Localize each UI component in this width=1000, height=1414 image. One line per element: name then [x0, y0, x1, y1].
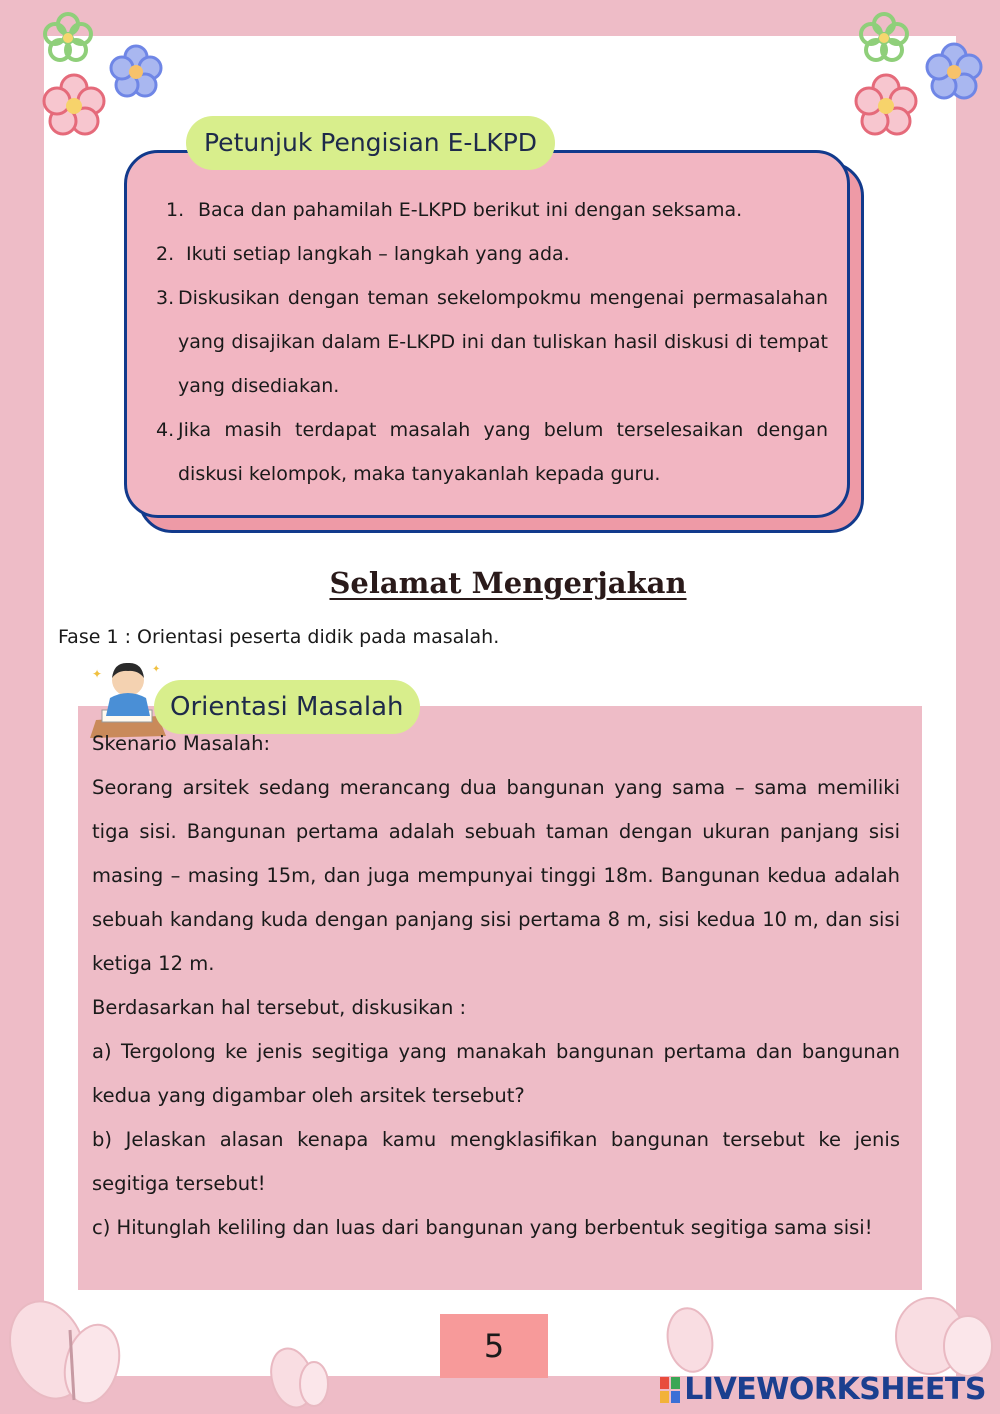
page-heading: Selamat Mengerjakan	[329, 566, 687, 600]
instruction-number: 2.	[156, 243, 175, 265]
flower-decoration-top-left	[18, 6, 168, 156]
instruction-number: 1.	[166, 199, 185, 221]
svg-text:✦: ✦	[92, 667, 103, 681]
butterfly-decoration-bottom-left	[0, 1290, 140, 1414]
instruction-item	[156, 188, 828, 232]
instruction-text: Diskusikan dengan teman sekelompokmu mengenai permasalahan yang disajikan dalam E-LKPD ini dan tuliskan hasil diskusi di tempat yang disediakan.	[178, 287, 828, 397]
instruction-text: Baca dan pahamilah E-LKPD berikut ini dengan seksama.	[198, 199, 743, 221]
svg-text:✦: ✦	[152, 664, 161, 675]
instruction-number: 4.	[156, 419, 175, 441]
liveworksheets-logo	[660, 1372, 986, 1407]
instruction-number: 3.	[156, 287, 175, 309]
liveworksheets-icon	[660, 1377, 680, 1403]
discussion-prompt: Berdasarkan hal tersebut, diskusikan :	[92, 996, 467, 1019]
instruction-text: Jika masih terdapat masalah yang belum terselesaikan dengan diskusi kelompok, maka tanyakanlah kepada guru.	[178, 419, 828, 485]
orientation-title: Orientasi Masalah	[154, 680, 420, 734]
question-c: c) Hitunglah keliling dan luas dari bangunan yang berbentuk segitiga sama sisi!	[92, 1216, 873, 1239]
instructions-list	[156, 188, 828, 496]
phase-label: Fase 1 : Orientasi peserta didik pada masalah.	[58, 626, 500, 648]
butterfly-decoration-bottom-right	[650, 1296, 1000, 1376]
scenario-label: Skenario Masalah:	[92, 732, 271, 755]
instruction-item	[156, 276, 828, 408]
instruction-item	[156, 232, 828, 276]
instruction-item	[156, 408, 828, 496]
question-b: b) Jelaskan alasan kenapa kamu mengklasifikan bangunan tersebut ke jenis segitiga tersebut!	[92, 1128, 900, 1195]
question-a: a) Tergolong ke jenis segitiga yang manakah bangunan pertama dan bangunan kedua yang digambar oleh arsitek tersebut?	[92, 1040, 900, 1107]
problem-text	[92, 722, 900, 1250]
scenario-text: Seorang arsitek sedang merancang dua bangunan yang sama – sama memiliki tiga sisi. Bangunan pertama adalah sebuah taman dengan ukuran panjang sisi masing – masing 15m, dan juga mempunyai tinggi 18m. Bangunan kedua adalah sebuah kandang kuda dengan panjang sisi pertama 8 m, sisi kedua 10 m, dan sisi ketiga 12 m.	[92, 776, 900, 975]
page-number: 5	[440, 1314, 548, 1378]
instructions-title: Petunjuk Pengisian E-LKPD	[186, 116, 555, 170]
flower-decoration-top-right	[836, 4, 1000, 154]
brand-name: LIVEWORKSHEETS	[684, 1372, 986, 1407]
instruction-text: Ikuti setiap langkah – langkah yang ada.	[186, 243, 570, 265]
butterfly-decoration-bottom-middle	[266, 1342, 336, 1414]
